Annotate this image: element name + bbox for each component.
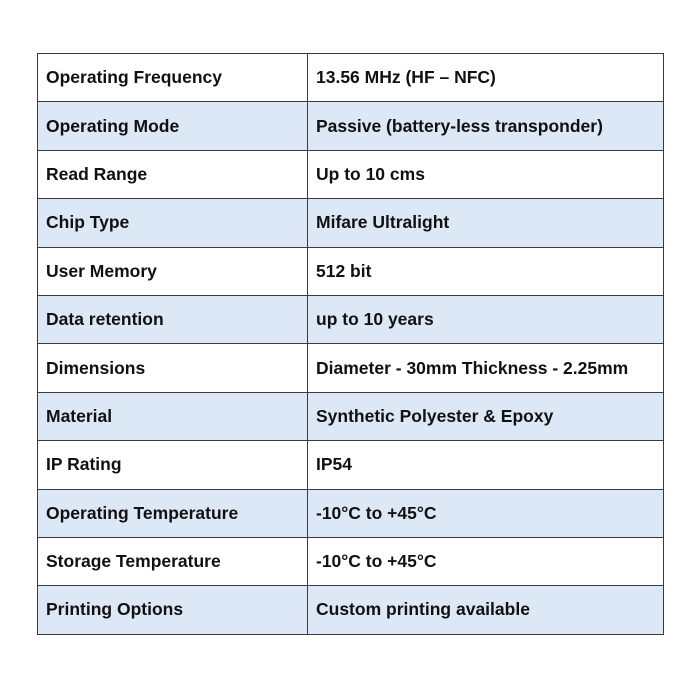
spec-label: IP Rating (38, 441, 308, 489)
table-row (38, 489, 664, 537)
table-row (38, 344, 664, 392)
spec-label: Storage Temperature (38, 537, 308, 585)
table-row (38, 586, 664, 634)
spec-value: IP54 (308, 441, 664, 489)
spec-label: Read Range (38, 150, 308, 198)
spec-value: Up to 10 cms (308, 150, 664, 198)
spec-value: -10°C to +45°C (308, 489, 664, 537)
table-row (38, 247, 664, 295)
spec-table-body (38, 54, 664, 635)
spec-label: Material (38, 392, 308, 440)
table-row (38, 54, 664, 102)
spec-value: Synthetic Polyester & Epoxy (308, 392, 664, 440)
spec-value: -10°C to +45°C (308, 537, 664, 585)
spec-value: Passive (battery-less transponder) (308, 102, 664, 150)
spec-value: 512 bit (308, 247, 664, 295)
spec-value: Custom printing available (308, 586, 664, 634)
spec-label: Chip Type (38, 199, 308, 247)
spec-value: up to 10 years (308, 295, 664, 343)
spec-value: Mifare Ultralight (308, 199, 664, 247)
table-row (38, 441, 664, 489)
spec-label: User Memory (38, 247, 308, 295)
table-row (38, 102, 664, 150)
table-row (38, 199, 664, 247)
spec-label: Dimensions (38, 344, 308, 392)
table-row (38, 392, 664, 440)
spec-label: Data retention (38, 295, 308, 343)
spec-table (37, 53, 664, 635)
spec-value: 13.56 MHz (HF – NFC) (308, 54, 664, 102)
spec-label: Printing Options (38, 586, 308, 634)
spec-label: Operating Frequency (38, 54, 308, 102)
table-row (38, 537, 664, 585)
table-row (38, 150, 664, 198)
spec-label: Operating Temperature (38, 489, 308, 537)
table-row (38, 295, 664, 343)
spec-label: Operating Mode (38, 102, 308, 150)
spec-value: Diameter - 30mm Thickness - 2.25mm (308, 344, 664, 392)
